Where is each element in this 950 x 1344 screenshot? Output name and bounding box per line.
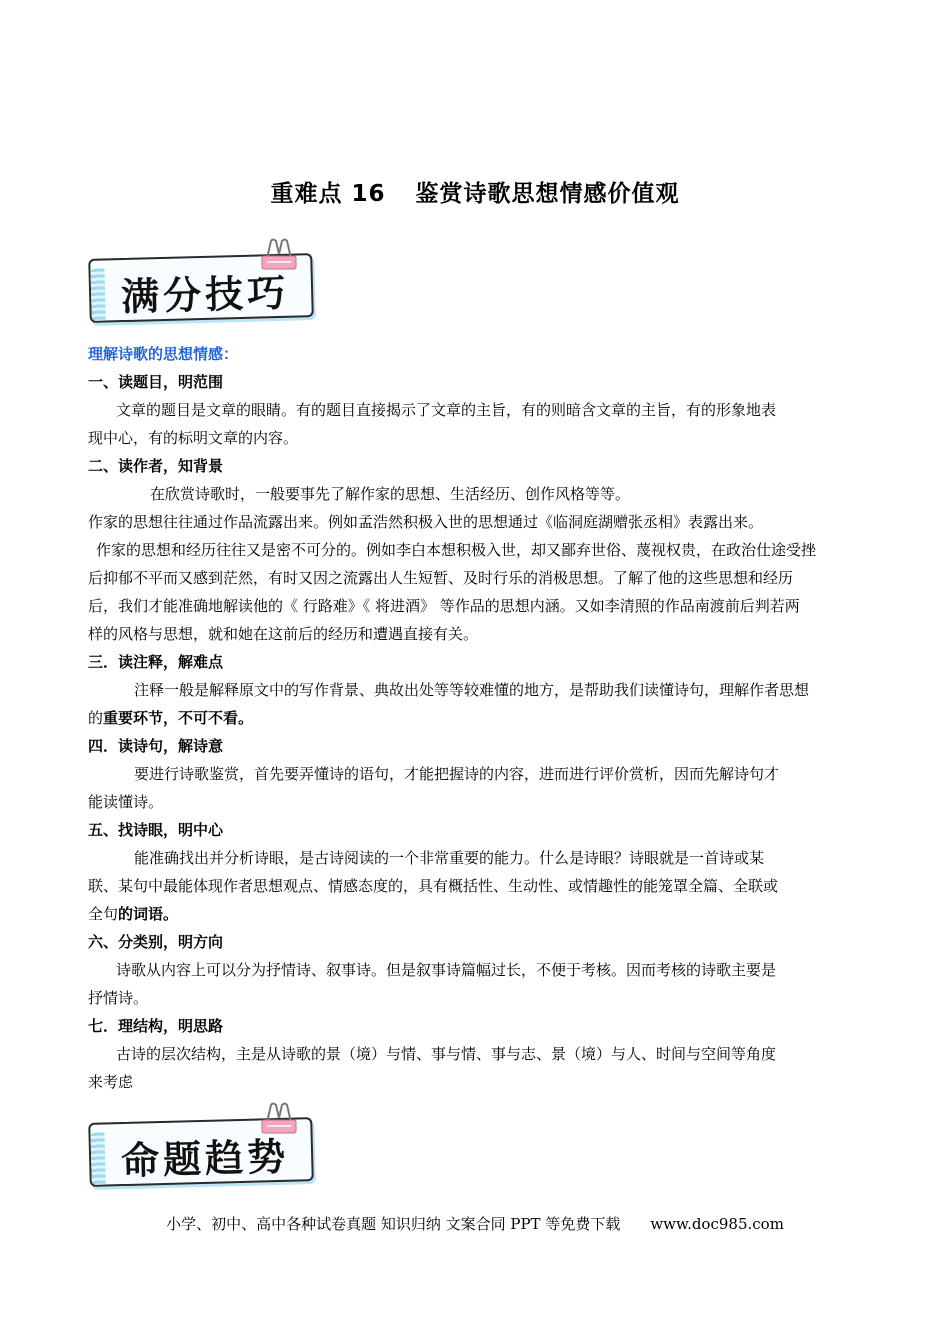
paragraph-line: 后抑郁不平而又感到茫然，有时又因之流露出人生短暂、及时行乐的消极思想。了解了他的这些思想和经历 [88, 569, 794, 587]
paragraph-line: 文章的题目是文章的眼睛。有的题目直接揭示了文章的主旨，有的则暗含文章的主旨，有的形象地表 [116, 401, 777, 419]
paragraph-line: 抒情诗。 [88, 989, 149, 1007]
binder-clip-icon [259, 1102, 299, 1136]
page-title [0, 175, 950, 208]
paragraph-line: 诗歌从内容上可以分为抒情诗、叙事诗。但是叙事诗篇幅过长，不便于考核。因而考核的诗歌主要是 [116, 961, 777, 979]
banner-label: 命题趋势 [120, 1134, 290, 1184]
section-1-heading: 一、读题目，明范围 [88, 373, 224, 391]
paragraph-line: 能读懂诗。 [88, 793, 164, 811]
intro-heading: 理解诗歌的思想情感： [88, 345, 239, 363]
footer-text: 小学、初中、高中各种试卷真题 知识归纳 文案合同 PPT 等免费下载 [166, 1215, 621, 1233]
binder-clip-icon [259, 238, 299, 272]
paragraph-line: 联、某句中最能体现作者思想观点、情感态度的，具有概括性、生动性、或情趣性的能笼罩全篇、全联或 [88, 877, 779, 895]
paragraph-line: 能准确找出并分析诗眼，是古诗阅读的一个非常重要的能力。什么是诗眼？诗眼就是一首诗或某 [134, 849, 765, 867]
paragraph-line: 作家的思想往往通过作品流露出来。例如孟浩然积极入世的思想通过《临洞庭湖赠张丞相》表露出来。 [88, 513, 764, 531]
paragraph-line: 注释一般是解释原文中的写作背景、典故出处等等较难懂的地方，是帮助我们读懂诗句，理解作者思想 [134, 681, 810, 699]
paragraph-line: 全句的词语。 [88, 905, 179, 923]
paragraph-line: 在欣赏诗歌时，一般要事先了解作家的思想、生活经历、创作风格等等。 [150, 485, 631, 503]
section-3-heading: 三．读注释，解难点 [88, 653, 224, 671]
page-footer [0, 1213, 950, 1234]
section-4-heading: 四．读诗句，解诗意 [88, 737, 224, 755]
paragraph-line: 现中心，有的标明文章的内容。 [88, 429, 299, 447]
paragraph-line: 古诗的层次结构，主是从诗歌的景（境）与情、事与情、事与志、景（境）与人、时间与空间等角度 [116, 1045, 777, 1063]
paragraph-line: 样的风格与思想，就和她在这前后的经历和遭遇直接有关。 [88, 625, 479, 643]
banner-manfen-jiqiao [85, 238, 317, 320]
title-text: 鉴赏诗歌思想情感价值观 [415, 181, 680, 208]
paragraph-line: 来考虑 [88, 1073, 134, 1091]
section-6-heading: 六、分类别，明方向 [88, 933, 224, 951]
paragraph-line: 作家的思想和经历往往又是密不可分的。例如李白本想积极入世，却又鄙弃世俗、蔑视权贵，在政治仕途受挫 [96, 541, 817, 559]
content [88, 340, 868, 1096]
paragraph-line: 后，我们才能准确地解读他的《 行路难》《 将进酒》 等作品的思想内涵。又如李清照的作品南渡前后判若两 [88, 597, 800, 615]
section-2-heading: 二、读作者，知背景 [88, 457, 224, 475]
title-number: 重难点 16 [270, 181, 386, 208]
section-7-heading: 七．理结构，明思路 [88, 1017, 224, 1035]
section-5-heading: 五、找诗眼，明中心 [88, 821, 224, 839]
paragraph-line: 要进行诗歌鉴赏，首先要弄懂诗的语句，才能把握诗的内容，进而进行评价赏析，因而先解诗句才 [134, 765, 780, 783]
banner-mingti-qushi [85, 1102, 317, 1184]
footer-url[interactable]: www.doc985.com [650, 1215, 784, 1233]
banner-label: 满分技巧 [120, 270, 290, 320]
paragraph-line: 的重要环节，不可不看。 [88, 709, 254, 727]
